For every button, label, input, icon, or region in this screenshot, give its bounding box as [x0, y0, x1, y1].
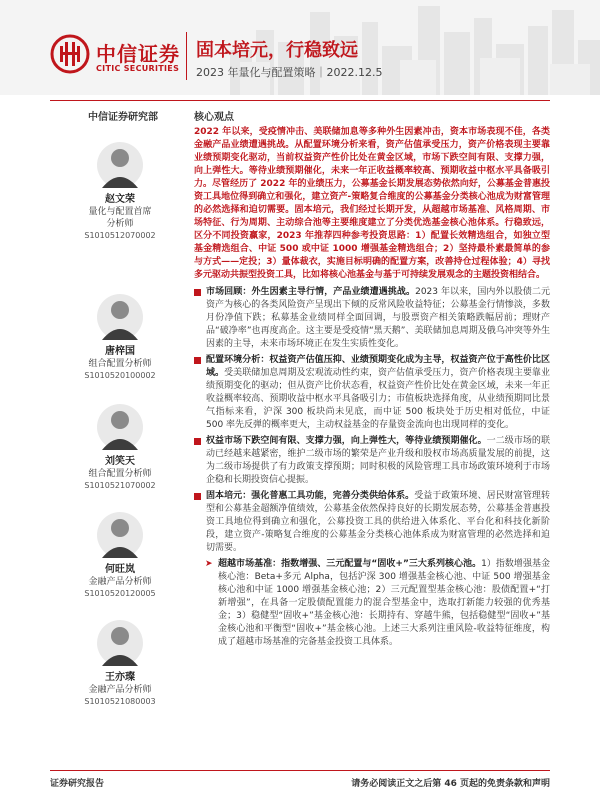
square-bullet-icon: [194, 493, 201, 500]
bullet-text: 受美联储加息周期及宏观流动性约束，资产估值承受压力，资产价格表现主要靠业绩预期变化的驱动；但从资产比价状态看，权益资产性价比处在黄金区域，未来一年正收益概率较高、预期收益中枢水平具备吸引力；市值板块选择角度，从业绩预期同比景气指标来看，沪深 300 板块尚未见底，而中证 500 板块处于历史相对低位，中证 500 率先反弹的概率更大，主动权益基金的存量资金流向也出现同样的变化。: [206, 368, 550, 430]
bullet-lead: 固本培元：强化普惠工具功能，完善分类供给体系。: [206, 491, 415, 501]
analyst-title: 组合配置分析师: [88, 469, 152, 479]
analyst-card: [50, 402, 190, 491]
top-divider: [50, 100, 550, 101]
bullet-list: [194, 286, 550, 649]
analyst-name: 唐梓国: [105, 346, 135, 357]
header-divider: [186, 32, 187, 80]
avatar: [97, 292, 143, 342]
sub-bullet-lead: 超越市场基准：指数增强、三元配置与“固收+”三大系列核心池。: [218, 559, 482, 569]
analyst-name: 刘笑天: [105, 456, 135, 467]
analyst-name: 赵文荣: [105, 194, 135, 205]
list-item: [194, 286, 550, 351]
avatar: [97, 510, 143, 560]
analyst-title: 金融产品分析师: [88, 685, 152, 695]
analyst-name: 王亦璨: [105, 672, 135, 683]
analyst-title: 组合配置分析师: [88, 359, 152, 369]
summary-paragraph: 2022 年以来，受疫情冲击、美联储加息等多种外生因素冲击，资本市场表现不佳，各类金融产品业绩遭遇挑战。从配置环境分析来看，资产估值承受压力，资产价格表现主要靠业绩预期变化驱动，当前权益资产性价比处在黄金区域，市场下跌空间有限、支撑力强，向上弹性大。等待业绩预期催化，未来一年正收益概率较高、预期收益中枢水平具备吸引力。尽管经历了 2022 年的业绩压力，公募基金长期发展态势依然向好，公募基金普惠投资工具地位得到确立和强化，建立资产-策略复合维度的公募基金分类核心池成为财富管理的必然选择和迫切需要。固本培元，我们经过长期开发，从超越市场基准、风格周期、市场特征、行为周期、主动综合池等主要维度建立了分类优选基金核心池体系。行稳致远，区分不同投资赢家，2023 年推荐四种参考投资思路：1）配置长效精选组合，如独立型基金精选组合、中证 500 或中证 1000 增强基金精选组合；2）坚持最朴素最简单的参与方式——定投；3）量体裁衣，实施目标明确的配置方案，改善持仓过程体验；4）寻找多元驱动共振型投资工具，比如将核心池基金与基于可持续发展观念的主题投资相结合。: [194, 127, 550, 280]
bottom-divider: [50, 770, 550, 771]
bullet-lead: 市场回顾：外生因素主导行情，产品业绩遭遇挑战。: [206, 287, 416, 297]
bullet-lead: 配置环境分析：权益资产估值压抑、业绩预期变化成为主导，权益资产位于高性价比区域。: [206, 355, 550, 378]
square-bullet-icon: [194, 438, 201, 445]
square-bullet-icon: [194, 289, 201, 296]
bullet-text: 一二级市场的联动已经越来越紧密，维护二级市场的繁荣是产业升级和股权市场高质量发展的前提，这为二级市场提供了有力政策支撑预期；同时积极的风险管理工具市场政策环境利于市场企稳和长期投资信心提振。: [206, 436, 550, 485]
citic-logo-icon: [50, 34, 90, 74]
report-subtitle: 2023 年量化与配置策略｜2022.12.5: [196, 66, 383, 79]
brand-name-en: CITIC SECURITIES: [96, 64, 180, 73]
analyst-card: [50, 618, 190, 707]
sub-list-item: [194, 558, 550, 649]
analyst-card: [50, 510, 190, 599]
analyst-card: [50, 140, 190, 241]
analyst-license-id: S1010520100002: [84, 371, 156, 380]
analyst-title: 金融产品分析师: [88, 577, 152, 587]
footer-report-type: 证券研究报告: [50, 779, 105, 789]
analyst-license-id: S1010512070002: [84, 231, 156, 240]
section-title: 核心观点: [194, 112, 234, 123]
bullet-text: 受益于政策环境、居民财富管理转型和公募基金超额净值绩效，公募基金依然保持良好的长期发展态势，公募基金普惠投资工具地位得到确立和强化，公募投资工具的供给进入体系化、平台化和科技化新阶段，建立资产-策略复合维度的公募基金分类核心池体系成为财富管理的必然选择和迫切需要。: [206, 491, 550, 553]
institution-name: 中信证券研究部: [88, 112, 158, 123]
avatar: [97, 402, 143, 452]
report-header: [0, 0, 600, 95]
bullet-text: 2023 年以来，国内外以股债二元资产为核心的各类风险资产呈现出下倾的反常风险收益特征；公募基金行情惨淡，多数月份净值下跌；私募基金业绩同样全面回调，与股票资产相关策略跌幅居前；理财产品“破净率”也再度高企。这主要是受疫情“黑天鹅”、美联储加息周期及俄乌冲突等外生因素的主导，未来市场环境正在发生实质性变化。: [206, 287, 550, 349]
list-item: [194, 490, 550, 555]
report-title: 固本培元，行稳致远: [196, 40, 358, 61]
list-item: [194, 435, 550, 487]
brand-name-cn: 中信证券: [96, 42, 180, 66]
analyst-license-id: S1010521070002: [84, 481, 156, 490]
avatar: [97, 618, 143, 668]
analyst-title-line2: 分析师: [106, 219, 134, 229]
footer-disclaimer: 请务必阅读正文之后第 46 页起的免责条款和声明: [351, 779, 550, 789]
analyst-title: 量化与配置首席: [88, 207, 152, 217]
bullet-lead: 权益市场下跌空间有限、支撑力强，向上弹性大，等待业绩预期催化。: [206, 436, 487, 446]
core-viewpoints: [194, 126, 550, 649]
analyst-name: 何旺岚: [105, 564, 135, 575]
analyst-license-id: S1010521080003: [84, 697, 156, 706]
list-item: [194, 354, 550, 432]
arrow-bullet-icon: ➤: [205, 559, 213, 569]
analyst-card: [50, 292, 190, 381]
sub-bullet-text: 1）指数增强基金核心池：Beta+多元 Alpha，包括沪深 300 增强基金核心池、中证 500 增强基金核心池和中证 1000 增强基金核心池；2）三元配置型基金核心池：股债配置+“打新增强”，在具备一定股债配置能力的混合型基金中，选取打新能力较强的优秀基金；3）稳健型“固收+”基金核心池：长期持有、穿越牛熊，包括稳健型“固收+”基金核心池和平衡型“固收+”基金核心池。上述三大系列注重风险-收益特征维度，构成了超越市场基准的完备基金投资工具体系。: [218, 559, 550, 647]
square-bullet-icon: [194, 357, 201, 364]
avatar: [97, 140, 143, 190]
analyst-license-id: S1010520120005: [84, 589, 156, 598]
